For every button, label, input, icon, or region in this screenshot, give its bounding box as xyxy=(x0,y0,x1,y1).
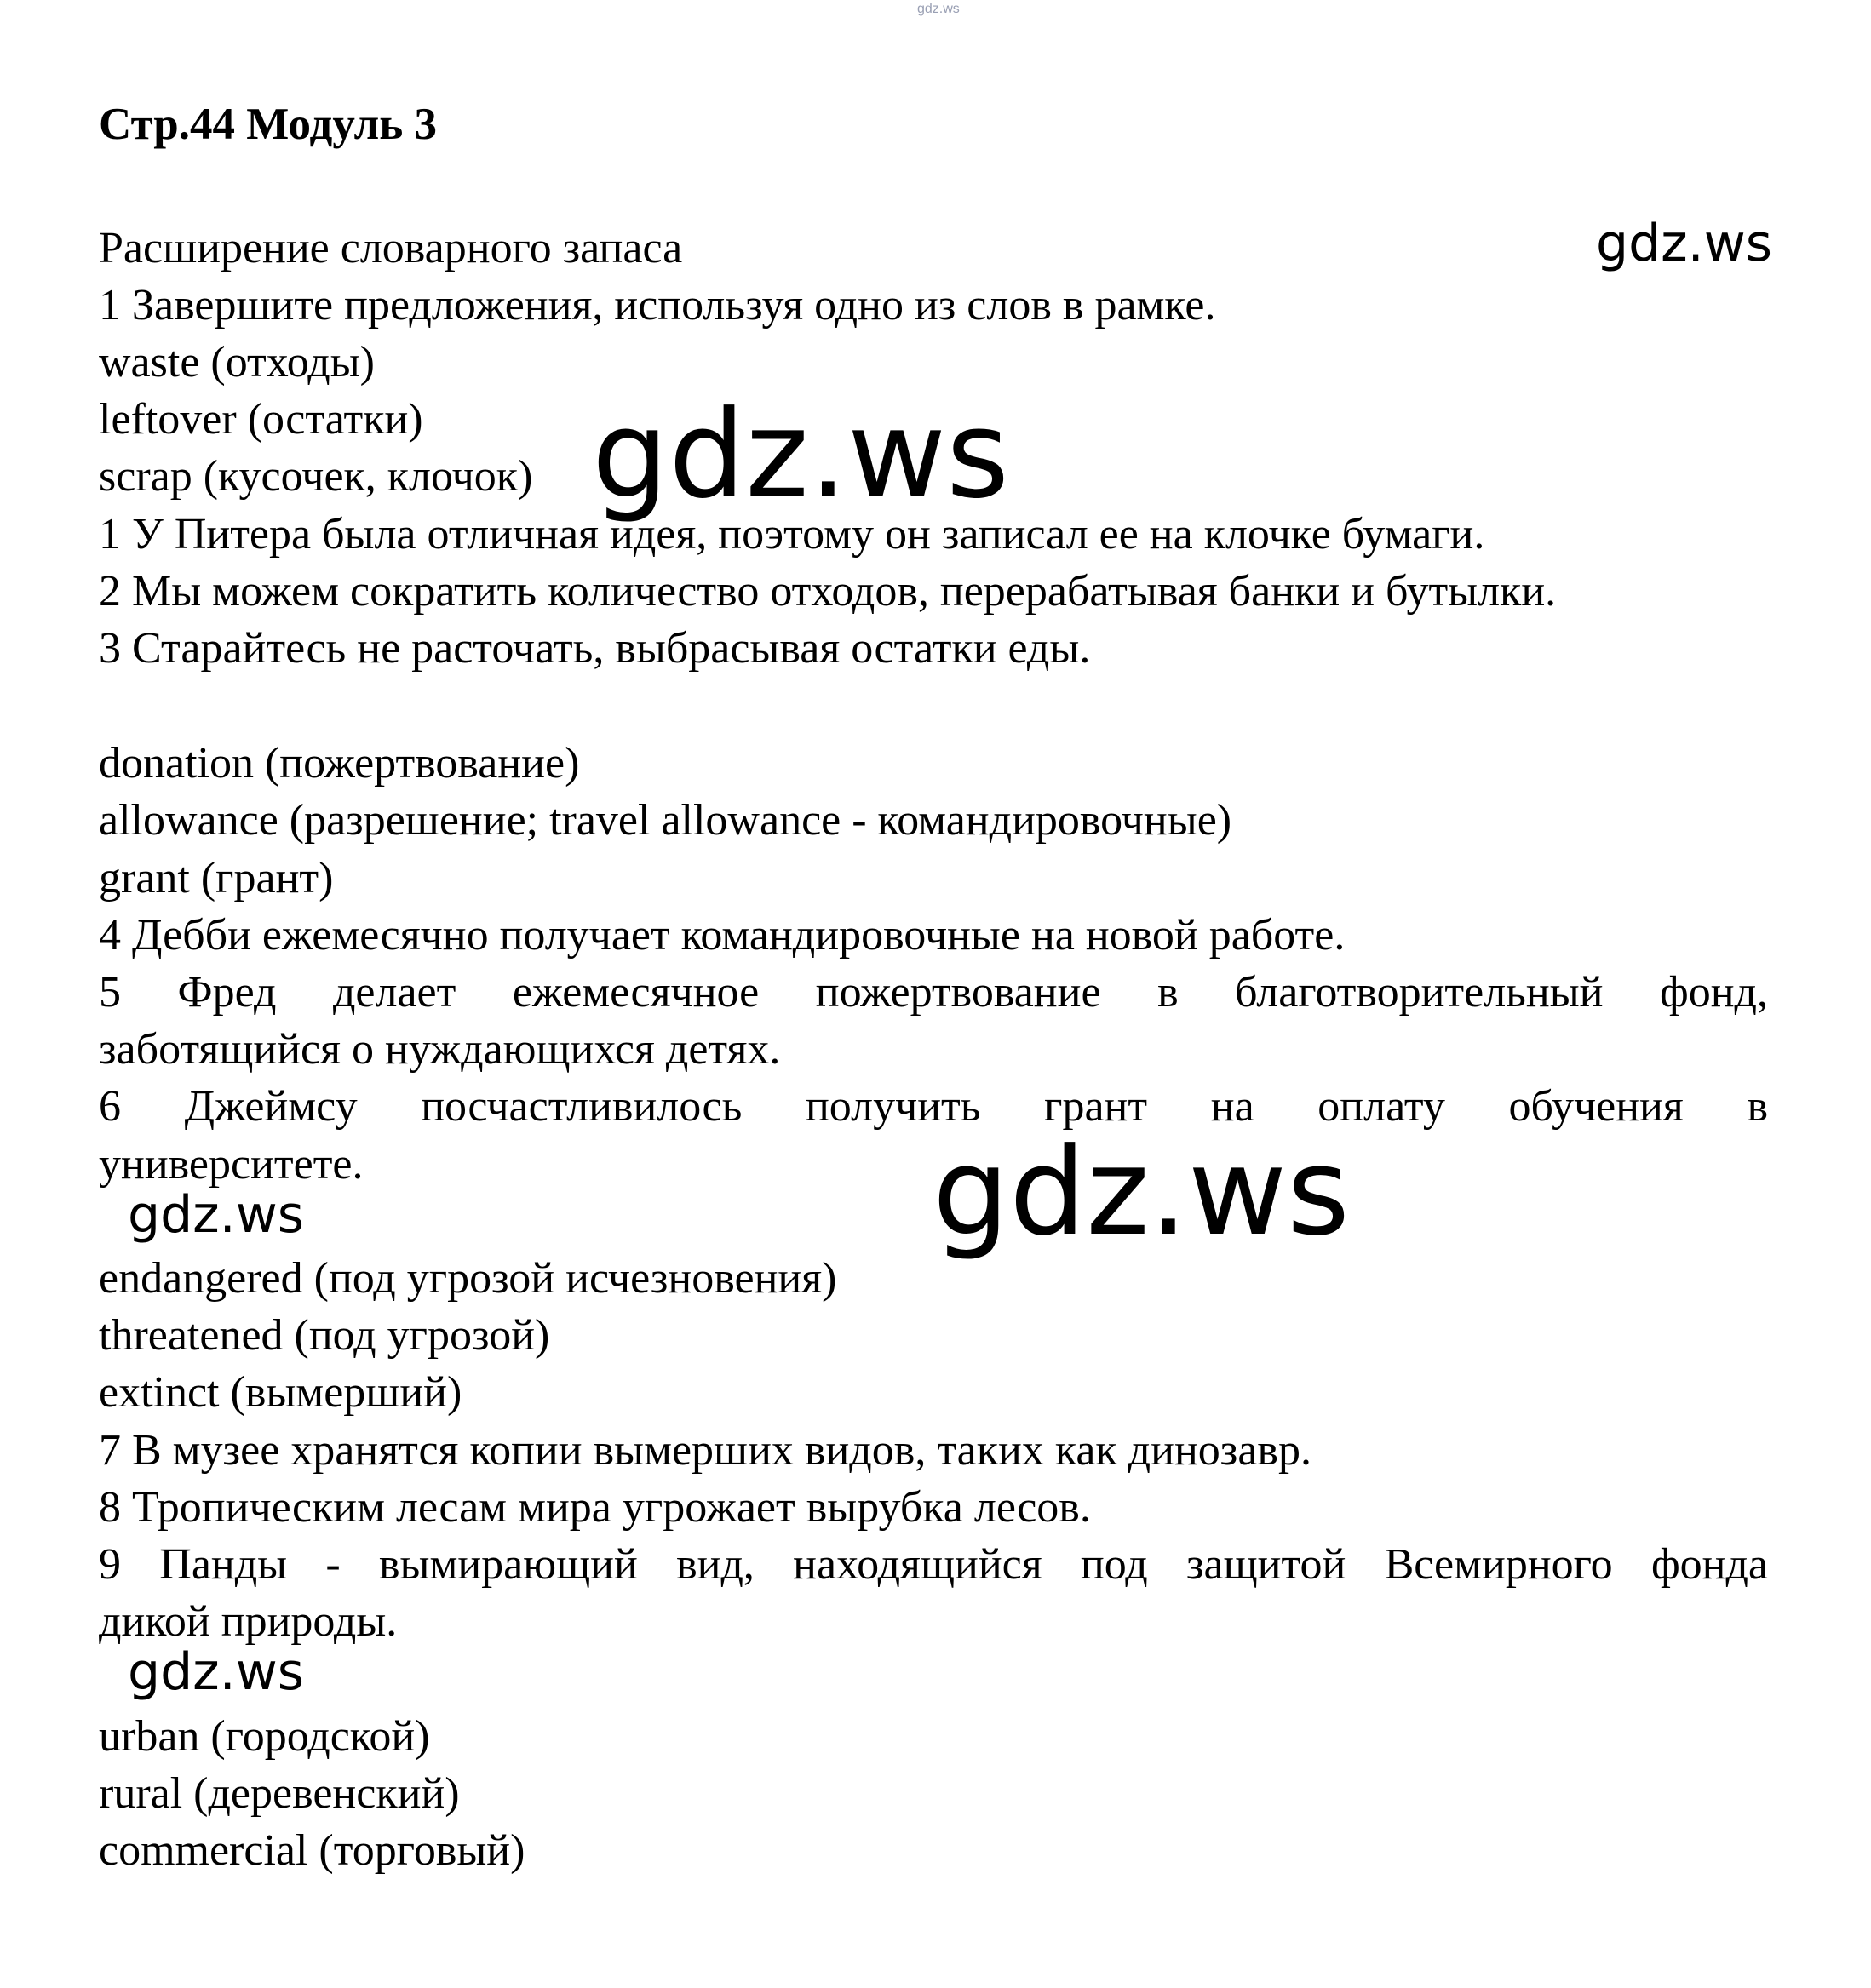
sentence-7: 7 В музее хранятся копии вымерших видов, таких как динозавр. xyxy=(99,1426,1311,1475)
sentence-5-continued: заботящийся о нуждающихся детях. xyxy=(99,1025,781,1074)
word-threatened: threatened (под угрозой) xyxy=(99,1311,550,1360)
watermark-right: gdz.ws xyxy=(1596,214,1773,273)
word-allowance: allowance (разрешение; travel allowance - командировочные) xyxy=(99,796,1232,845)
sentence-1: 1 У Питера была отличная идея, поэтому он записал ее на клочке бумаги. xyxy=(99,510,1485,559)
watermark-left-1: gdz.ws xyxy=(128,1185,305,1245)
sentence-8: 8 Тропическим лесам мира угрожает вырубка лесов. xyxy=(99,1483,1091,1532)
sentence-3: 3 Старайтесь не расточать, выбрасывая остатки еды. xyxy=(99,624,1091,673)
sentence-9: 9 Панды - вымирающий вид, находящийся под защитой Всемирного фонда xyxy=(99,1540,1768,1589)
sentence-6-continued: университете. xyxy=(99,1140,364,1189)
word-grant: grant (грант) xyxy=(99,854,334,902)
word-extinct: extinct (вымерший) xyxy=(99,1368,462,1417)
task-text: 1 Завершите предложения, используя одно из слов в рамке. xyxy=(99,281,1216,329)
sentence-4: 4 Дебби ежемесячно получает командировочные на новой работе. xyxy=(99,911,1346,960)
word-scrap: scrap (кусочек, клочок) xyxy=(99,452,533,501)
word-waste: waste (отходы) xyxy=(99,338,375,387)
watermark-large-2: gdz.ws xyxy=(933,1122,1351,1263)
section-title: Расширение словарного запаса xyxy=(99,224,683,272)
word-endangered: endangered (под угрозой исчезновения) xyxy=(99,1254,837,1303)
word-urban: urban (городской) xyxy=(99,1712,430,1761)
word-rural: rural (деревенский) xyxy=(99,1769,460,1818)
watermark-large-1: gdz.ws xyxy=(592,385,1010,525)
page-heading: Стр.44 Модуль 3 xyxy=(99,100,438,149)
sentence-6: 6 Джеймсу посчастливилось получить грант на оплату обучения в xyxy=(99,1082,1768,1131)
watermark-left-2: gdz.ws xyxy=(128,1642,305,1702)
top-watermark: gdz.ws xyxy=(917,2,960,16)
word-commercial: commercial (торговый) xyxy=(99,1826,525,1875)
word-donation: donation (пожертвование) xyxy=(99,739,580,788)
sentence-2: 2 Мы можем сократить количество отходов, перерабатывая банки и бутылки. xyxy=(99,567,1557,616)
sentence-9-continued: дикой природы. xyxy=(99,1597,398,1646)
word-leftover: leftover (остатки) xyxy=(99,395,423,444)
sentence-5: 5 Фред делает ежемесячное пожертвование в благотворительный фонд, xyxy=(99,968,1768,1017)
